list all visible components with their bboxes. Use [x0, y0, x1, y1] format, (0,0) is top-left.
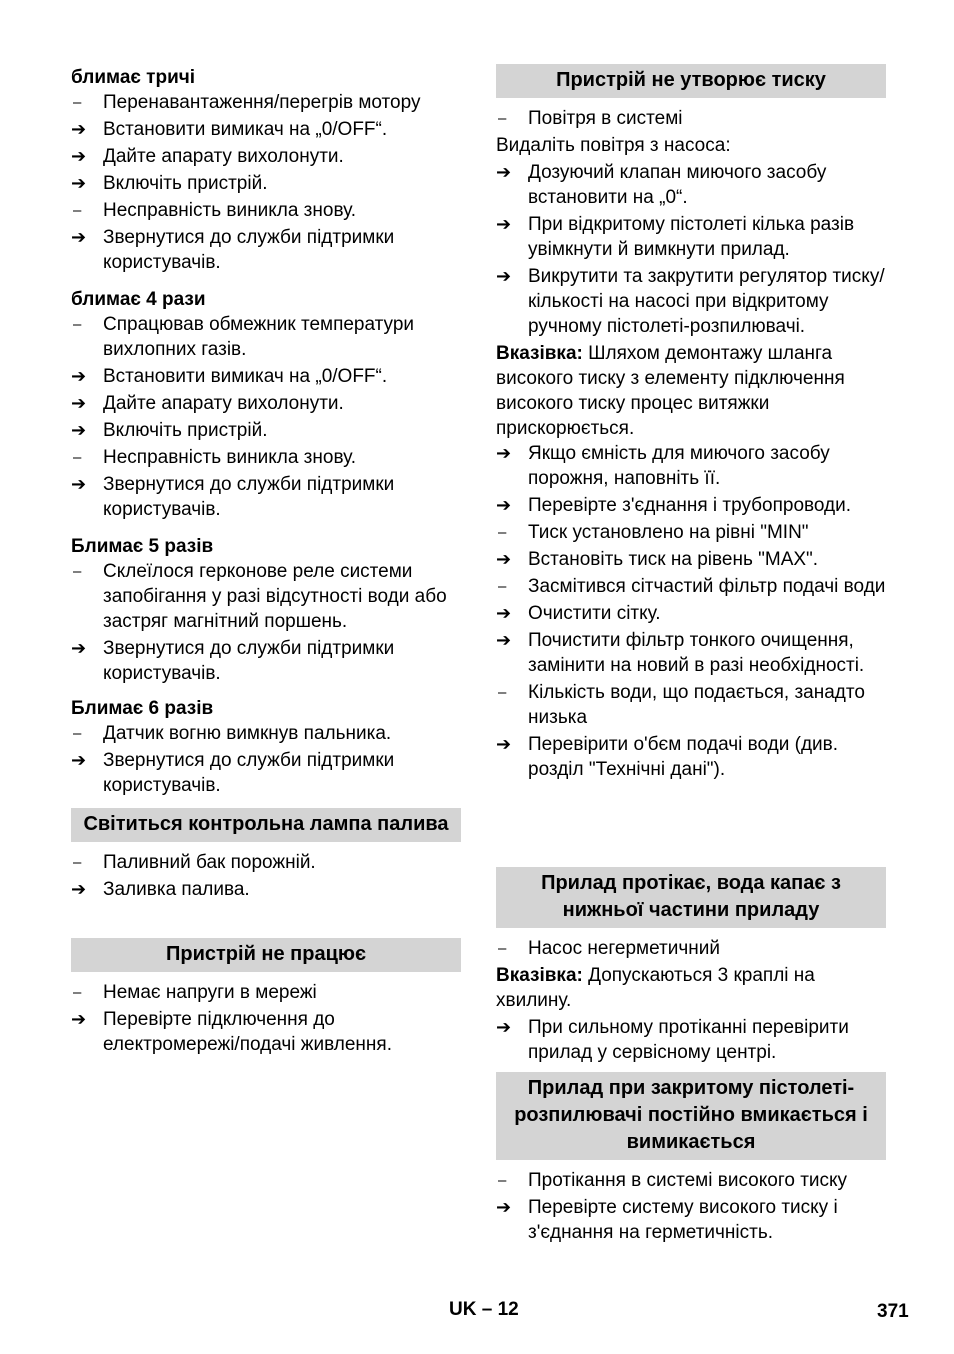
section-banner: Пристрій не утворює тиску — [496, 64, 886, 98]
item-text: Перевірте з'єднання і трубопроводи. — [528, 495, 852, 516]
action-item — [496, 628, 886, 678]
item-text: Перенавантаження/перегрів мотору — [103, 92, 421, 113]
item-text: Перевірити о'бєм подачі води (див. розділ "Технічні дані"). — [528, 734, 839, 780]
problem-item — [496, 106, 886, 131]
arrow-right-icon: ➔ — [71, 366, 87, 386]
arrow-right-icon: ➔ — [71, 879, 87, 899]
action-item — [71, 877, 461, 902]
note — [496, 341, 886, 441]
action-item — [496, 160, 886, 210]
section-fuel-lamp — [71, 808, 461, 902]
problem-item — [71, 445, 461, 470]
dash-bullet-icon: – — [73, 316, 82, 333]
page-footer-code: UK – 12 — [449, 1299, 519, 1320]
item-text: Тиск установлено на рівні "MIN" — [528, 522, 809, 543]
arrow-right-icon: ➔ — [71, 638, 87, 658]
action-item — [71, 364, 461, 389]
item-text: Очистити сітку. — [528, 603, 661, 624]
arrow-right-icon: ➔ — [496, 214, 512, 234]
action-item — [71, 636, 461, 686]
action-item — [71, 748, 461, 798]
action-item — [496, 732, 886, 782]
problem-item — [71, 559, 461, 634]
arrow-right-icon: ➔ — [496, 1197, 512, 1217]
dash-bullet-icon: – — [498, 578, 507, 595]
dash-bullet-icon: – — [73, 563, 82, 580]
action-item — [496, 1195, 886, 1245]
item-list — [71, 312, 461, 522]
problem-item — [71, 721, 461, 746]
item-text: Почистити фільтр тонкого очищення, замінити на новий в разі необхідності. — [528, 630, 865, 676]
problem-item — [71, 198, 461, 223]
dash-bullet-icon: – — [73, 202, 82, 219]
item-list — [496, 1168, 886, 1245]
note-label: Вказівка: — [496, 343, 583, 364]
action-item — [71, 225, 461, 275]
item-text: При сильному протіканні перевірити прилад у сервісному центрі. — [528, 1017, 849, 1063]
dash-bullet-icon: – — [498, 940, 507, 957]
item-text: Паливний бак порожній. — [103, 852, 316, 873]
item-text: Дайте апарату вихолонути. — [103, 146, 344, 167]
item-text: Немає напруги в мережі — [103, 982, 317, 1003]
section-blinks-four — [71, 287, 461, 522]
section-blinks-five — [71, 534, 461, 686]
dash-bullet-icon: – — [73, 449, 82, 466]
item-text: Звернутися до служби підтримки користувачів. — [103, 750, 395, 796]
dash-bullet-icon: – — [498, 110, 507, 127]
action-item — [496, 1015, 886, 1065]
item-text: Протікання в системі високого тиску — [528, 1170, 848, 1191]
item-text: Датчик вогню вимкнув пальника. — [103, 723, 392, 744]
section-banner: Прилад протікає, вода капає з нижньої частини приладу — [496, 867, 886, 928]
action-item — [496, 441, 886, 491]
problem-item — [496, 680, 886, 730]
item-text: Викрутити та закрутити регулятор тиску/кількості на насосі при відкритому ручному пістолеті-розпилювачі. — [528, 266, 885, 337]
item-text: Встановити вимикач на „0/OFF“. — [103, 366, 388, 387]
item-text: Заливка палива. — [103, 879, 250, 900]
item-text: Спрацював обмежник температури вихлопних газів. — [103, 314, 415, 360]
problem-item — [71, 980, 461, 1005]
page-number: 371 — [877, 1301, 909, 1322]
dash-bullet-icon: – — [498, 684, 507, 701]
item-text: Включіть пристрій. — [103, 420, 268, 441]
problem-item — [71, 312, 461, 362]
arrow-right-icon: ➔ — [496, 495, 512, 515]
dash-bullet-icon: – — [498, 524, 507, 541]
dash-bullet-icon: – — [73, 854, 82, 871]
note-text: Шляхом демонтажу шланга високого тиску з елементу підключення високого тиску процес витяжки прискорюється. — [496, 343, 845, 439]
item-text: Включіть пристрій. — [103, 173, 268, 194]
item-list — [71, 850, 461, 902]
arrow-right-icon: ➔ — [496, 162, 512, 182]
item-list — [496, 160, 886, 339]
arrow-right-icon: ➔ — [71, 750, 87, 770]
arrow-right-icon: ➔ — [71, 146, 87, 166]
arrow-right-icon: ➔ — [71, 1009, 87, 1029]
action-item — [71, 144, 461, 169]
item-text: Дозуючий клапан миючого засобу встановити на „0“. — [528, 162, 827, 208]
section-cycling — [496, 1072, 886, 1245]
item-text: Несправність виникла знову. — [103, 200, 356, 221]
action-item — [496, 212, 886, 262]
problem-item — [496, 520, 886, 545]
item-text: Звернутися до служби підтримки користувачів. — [103, 227, 395, 273]
section-banner: Прилад при закритому пістолеті-розпилювачі постійно вмикається і вимикається — [496, 1072, 886, 1160]
arrow-right-icon: ➔ — [496, 603, 512, 623]
action-item — [496, 493, 886, 518]
action-item — [496, 547, 886, 572]
item-list — [496, 1015, 886, 1065]
item-list — [71, 559, 461, 686]
action-item — [496, 264, 886, 339]
item-list — [71, 980, 461, 1057]
section-heading: блимає 4 рази — [71, 289, 206, 310]
arrow-right-icon: ➔ — [71, 393, 87, 413]
note — [496, 963, 886, 1013]
arrow-right-icon: ➔ — [71, 119, 87, 139]
item-text: Несправність виникла знову. — [103, 447, 356, 468]
problem-item — [71, 90, 461, 115]
section-heading: блимає тричі — [71, 67, 196, 88]
note-text: Допускаються 3 краплі на хвилину. — [496, 965, 815, 1011]
section-device-not-working — [71, 938, 461, 1057]
problem-item — [496, 936, 886, 961]
dash-bullet-icon: – — [498, 1172, 507, 1189]
item-text: Повітря в системі — [528, 108, 683, 129]
arrow-right-icon: ➔ — [71, 420, 87, 440]
action-item — [496, 601, 886, 626]
item-text: Встановити вимикач на „0/OFF“. — [103, 119, 388, 140]
item-text: При відкритому пістолеті кілька разів увімкнути й вимкнути прилад. — [528, 214, 855, 260]
arrow-right-icon: ➔ — [496, 630, 512, 650]
section-heading: Блимає 5 разів — [71, 536, 214, 557]
item-text: Склеїлося герконове реле системи запобігання у разі відсутності води або застряг магнітний поршень. — [103, 561, 447, 632]
section-banner: Світиться контрольна лампа палива — [71, 808, 461, 842]
arrow-right-icon: ➔ — [496, 266, 512, 286]
section-banner: Пристрій не працює — [71, 938, 461, 972]
section-blinks-three — [71, 65, 461, 275]
section-heading: Блимає 6 разів — [71, 698, 214, 719]
problem-item — [496, 574, 886, 599]
arrow-right-icon: ➔ — [496, 443, 512, 463]
action-item — [71, 1007, 461, 1057]
dash-bullet-icon: – — [73, 725, 82, 742]
problem-item — [496, 1168, 886, 1193]
arrow-right-icon: ➔ — [496, 1017, 512, 1037]
item-text: Насос негерметичний — [528, 938, 720, 959]
section-leaking — [496, 867, 886, 1065]
arrow-right-icon: ➔ — [71, 173, 87, 193]
action-item — [71, 418, 461, 443]
section-no-pressure — [496, 64, 886, 782]
item-list — [496, 936, 886, 961]
item-list — [71, 721, 461, 798]
item-text: Якщо ємність для миючого засобу порожня, наповніть її. — [528, 443, 830, 489]
action-item — [71, 171, 461, 196]
item-list — [496, 106, 886, 131]
item-text: Встановіть тиск на рівень "MAX". — [528, 549, 819, 570]
arrow-right-icon: ➔ — [496, 549, 512, 569]
action-item — [71, 391, 461, 416]
item-list — [496, 441, 886, 782]
arrow-right-icon: ➔ — [496, 734, 512, 754]
item-text: Звернутися до служби підтримки користувачів. — [103, 474, 395, 520]
problem-item — [71, 850, 461, 875]
item-text: Перевірте підключення до електромережі/подачі живлення. — [103, 1009, 392, 1055]
item-list — [71, 90, 461, 275]
note-label: Вказівка: — [496, 965, 583, 986]
dash-bullet-icon: – — [73, 984, 82, 1001]
item-text: Дайте апарату вихолонути. — [103, 393, 344, 414]
arrow-right-icon: ➔ — [71, 227, 87, 247]
action-item — [71, 472, 461, 522]
item-text: Засмітився сітчастий фільтр подачі води — [528, 576, 886, 597]
item-text: Звернутися до служби підтримки користувачів. — [103, 638, 395, 684]
arrow-right-icon: ➔ — [71, 474, 87, 494]
action-item — [71, 117, 461, 142]
dash-bullet-icon: – — [73, 94, 82, 111]
section-blinks-six — [71, 696, 461, 798]
item-text: Перевірте систему високого тиску і з'єднання на герметичність. — [528, 1197, 838, 1243]
paragraph: Видаліть повітря з насоса: — [496, 135, 731, 156]
item-text: Кількість води, що подається, занадто низька — [528, 682, 865, 728]
